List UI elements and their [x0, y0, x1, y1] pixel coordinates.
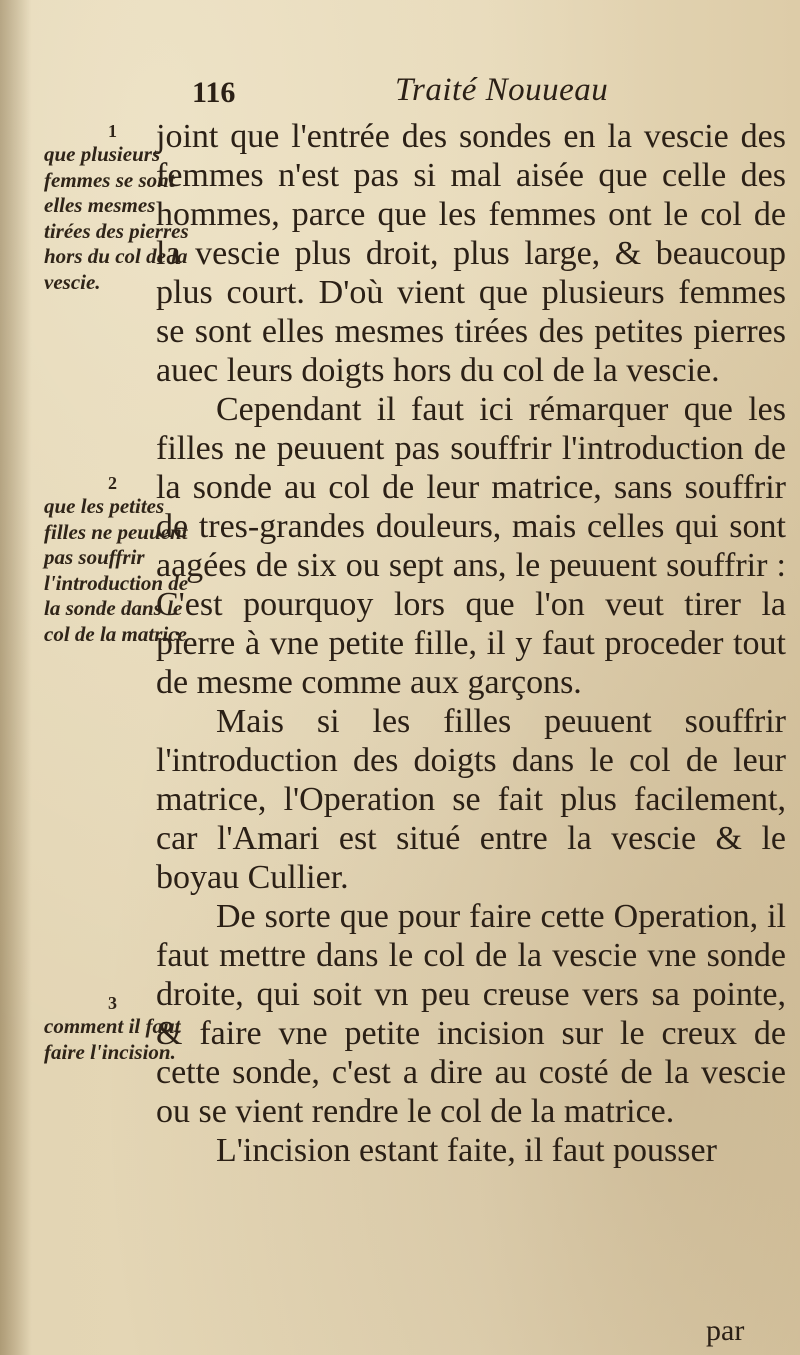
margin-note-text: comment il faut faire l'incision.	[44, 1014, 181, 1064]
paragraph: De sorte que pour faire cette Operation, il faut mettre dans le col de la vescie vne sonde droite, qui soit vn peu creuse vers sa pointe, & faire vne petite incision sur le creux de cette sonde, c'est a dire au costé de la vescie ou se vient rendre le col de la matrice.	[156, 898, 786, 1130]
paragraph: Mais si les filles peuuent souffrir l'introduction des doigts dans le col de leur matrice, l'Operation se fait plus facilement, car l'Amari est situé entre la vescie & le boyau Cullier.	[156, 703, 786, 896]
page-gutter-shadow	[0, 0, 32, 1355]
paragraph: L'incision estant faite, il faut pousser	[216, 1132, 717, 1169]
margin-note-text: que les petites filles ne peuuent pas souffrir l'introduction de la sonde dans le col de la matrice	[44, 494, 189, 646]
margin-note-number: 1	[108, 121, 117, 141]
margin-note-text: que plusieurs femmes se sont elles mesmes tirées des pierres hors du col de la vescie.	[44, 142, 189, 294]
margin-note-number: 3	[108, 993, 117, 1013]
paragraph: Cependant il faut ici rémarquer que les filles ne peuuent pas souffrir l'introduction de la sonde au col de leur matrice, sans souffrir de tres-grandes douleurs, mais celles qui sont aagées de six ou sept ans, le peuuent souffrir : C'est pourquoy lors que l'on veut tirer la pierre à vne petite fille, il y faut proceder tout de mesme comme aux garçons.	[156, 391, 786, 701]
catchword: par	[706, 1314, 745, 1347]
paragraph: joint que l'entrée des sondes en la vescie des femmes n'est pas si mal aisée que celle des hommes, parce que les femmes ont le col de la vescie plus droit, plus large, & beaucoup plus court. D'où vient que plusieurs femmes se sont elles mesmes tirées des petites pierres auec leurs doigts hors du col de la vescie.	[156, 118, 786, 389]
running-title: Traité Nouueau	[395, 72, 609, 108]
page-header	[0, 70, 800, 118]
page-number: 116	[192, 76, 236, 109]
margin-note-number: 2	[108, 473, 117, 493]
body-text	[156, 117, 786, 1170]
